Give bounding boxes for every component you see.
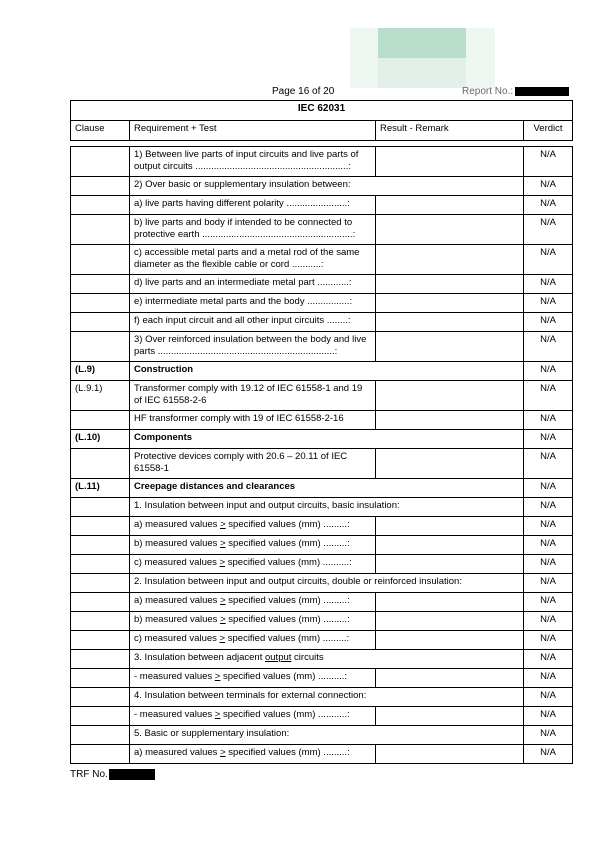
report-number: [462, 86, 569, 97]
clause-cell: [71, 669, 130, 688]
verdict-cell: N/A: [524, 612, 573, 631]
requirement-text: c) measured values: [134, 557, 220, 568]
table-row: [71, 362, 573, 381]
verdict-cell: N/A: [524, 555, 573, 574]
verdict-cell: N/A: [524, 593, 573, 612]
result-cell: [376, 294, 524, 313]
requirement-cell: c) accessible metal parts and a metal rod of the same diameter as the flexible cable or cord ...........:: [130, 245, 376, 275]
requirement-text: specified values (mm) .........:: [225, 519, 350, 530]
clause-cell: [71, 517, 130, 536]
verdict-cell: N/A: [524, 381, 573, 411]
requirement-text: specified values (mm) .........:: [225, 538, 350, 549]
clause-cell: [71, 745, 130, 764]
table-row: [71, 593, 573, 612]
requirement-text: specified values (mm) ..........:: [225, 557, 352, 568]
verdict-cell: N/A: [524, 574, 573, 593]
result-cell: [376, 381, 524, 411]
table-row: [71, 147, 573, 177]
clause-cell: [71, 332, 130, 362]
clause-cell: [71, 555, 130, 574]
verdict-cell: N/A: [524, 449, 573, 479]
table-row: [71, 294, 573, 313]
clause-cell: [71, 650, 130, 669]
result-cell: [376, 196, 524, 215]
column-header-verdict: Verdict: [524, 121, 573, 141]
requirement-underlined: >: [220, 595, 226, 606]
requirement-text: b) measured values: [134, 538, 221, 549]
clause-cell: [71, 498, 130, 517]
clause-cell: [71, 707, 130, 726]
table-row: [71, 726, 573, 745]
clause-cell: (L.10): [71, 430, 130, 449]
requirement-underlined: >: [220, 519, 226, 530]
result-cell: [376, 536, 524, 555]
redacted-trf-number: [109, 769, 155, 780]
clause-cell: [71, 536, 130, 555]
clause-cell: [71, 294, 130, 313]
clause-cell: [71, 196, 130, 215]
table-row: [71, 707, 573, 726]
requirement-text: specified values (mm) ...........:: [220, 709, 350, 720]
result-cell: [376, 215, 524, 245]
table-row: [71, 215, 573, 245]
verdict-cell: N/A: [524, 650, 573, 669]
table-row: [71, 381, 573, 411]
trf-number: [70, 769, 155, 780]
clause-cell: [71, 177, 130, 196]
verdict-cell: N/A: [524, 498, 573, 517]
column-header-result: Result - Remark: [376, 121, 524, 141]
result-cell: [376, 147, 524, 177]
verdict-cell: N/A: [524, 536, 573, 555]
requirement-cell: [130, 536, 376, 555]
result-cell: [376, 669, 524, 688]
requirement-cell: 2) Over basic or supplementary insulation between:: [130, 177, 524, 196]
redacted-report-number: [515, 87, 569, 96]
requirement-underlined: >: [219, 633, 226, 644]
verdict-cell: N/A: [524, 631, 573, 650]
trf-label: TRF No.: [70, 769, 108, 781]
requirement-cell: Construction: [130, 362, 524, 381]
page-number: Page 16 of 20: [272, 86, 335, 97]
column-header-requirement: Requirement + Test: [130, 121, 376, 141]
result-cell: [376, 593, 524, 612]
table-row: [71, 177, 573, 196]
requirement-cell: [130, 631, 376, 650]
table-row: [71, 574, 573, 593]
result-cell: [376, 612, 524, 631]
requirement-cell: d) live parts and an intermediate metal part ............:: [130, 275, 376, 294]
requirement-underlined: output: [264, 652, 292, 663]
verdict-cell: N/A: [524, 362, 573, 381]
requirement-cell: [130, 612, 376, 631]
requirement-cell: 1) Between live parts of input circuits and live parts of output circuits ..........................................................:: [130, 147, 376, 177]
requirement-cell: Creepage distances and clearances: [130, 479, 524, 498]
requirement-text: - measured values: [134, 671, 215, 682]
table-row: [71, 313, 573, 332]
requirement-cell: 5. Basic or supplementary insulation:: [130, 726, 524, 745]
table-row: [71, 555, 573, 574]
requirement-cell: e) intermediate metal parts and the body ................:: [130, 294, 376, 313]
result-cell: [376, 411, 524, 430]
requirement-text: a) measured values: [134, 595, 221, 606]
requirement-cell: [130, 650, 524, 669]
watermark: [350, 28, 495, 88]
clause-cell: (L.9): [71, 362, 130, 381]
result-cell: [376, 631, 524, 650]
requirement-text: - measured values: [134, 709, 215, 720]
requirement-cell: [130, 745, 376, 764]
verdict-cell: N/A: [524, 726, 573, 745]
verdict-cell: N/A: [524, 294, 573, 313]
table-row: [71, 498, 573, 517]
requirement-cell: [130, 517, 376, 536]
clause-cell: (L.11): [71, 479, 130, 498]
requirement-text: specified values (mm) .........:: [225, 595, 350, 606]
requirement-cell: [130, 707, 376, 726]
requirement-cell: Components: [130, 430, 524, 449]
requirement-cell: f) each input circuit and all other input circuits ........:: [130, 313, 376, 332]
requirement-text: b) measured values: [134, 614, 221, 625]
clause-cell: [71, 245, 130, 275]
table-row: [71, 275, 573, 294]
clause-cell: [71, 215, 130, 245]
result-cell: [376, 245, 524, 275]
table-row: [71, 612, 573, 631]
verdict-cell: N/A: [524, 147, 573, 177]
requirement-underlined: >: [220, 538, 226, 549]
requirement-cell: b) live parts and body if intended to be connected to protective earth .........................................................:: [130, 215, 376, 245]
table-row: [71, 332, 573, 362]
table-row: [71, 631, 573, 650]
requirement-text: 3. Insulation between adjacent: [134, 652, 265, 663]
clause-cell: [71, 411, 130, 430]
requirement-underlined: >: [214, 671, 221, 682]
table-row: [71, 245, 573, 275]
requirement-cell: Transformer comply with 19.12 of IEC 61558-1 and 19 of IEC 61558-2-6: [130, 381, 376, 411]
result-cell: [376, 707, 524, 726]
clause-cell: [71, 574, 130, 593]
clause-cell: [71, 688, 130, 707]
table-row: [71, 411, 573, 430]
table-row: [71, 479, 573, 498]
verdict-cell: N/A: [524, 215, 573, 245]
verdict-cell: N/A: [524, 430, 573, 449]
requirement-underlined: >: [214, 709, 221, 720]
table-row: [71, 745, 573, 764]
requirement-underlined: >: [220, 747, 226, 758]
result-cell: [376, 313, 524, 332]
requirement-cell: Protective devices comply with 20.6 – 20.11 of IEC 61558-1: [130, 449, 376, 479]
result-cell: [376, 555, 524, 574]
requirement-text: specified values (mm) ..........:: [220, 671, 348, 682]
result-cell: [376, 449, 524, 479]
report-label: Report No.:: [462, 86, 514, 97]
requirement-cell: [130, 555, 376, 574]
verdict-cell: N/A: [524, 688, 573, 707]
result-cell: [376, 275, 524, 294]
table-row: [71, 669, 573, 688]
clause-cell: [71, 593, 130, 612]
requirement-text: a) measured values: [134, 747, 221, 758]
requirements-table: [70, 146, 573, 764]
requirement-cell: 4. Insulation between terminals for external connection:: [130, 688, 524, 707]
requirement-text: specified values (mm) .........:: [225, 747, 350, 758]
header-table: [70, 100, 573, 141]
verdict-cell: N/A: [524, 669, 573, 688]
requirement-cell: a) live parts having different polarity .......................:: [130, 196, 376, 215]
requirement-text: circuits: [291, 652, 324, 663]
verdict-cell: N/A: [524, 196, 573, 215]
column-header-clause: Clause: [71, 121, 130, 141]
clause-cell: [71, 631, 130, 650]
table-row: [71, 650, 573, 669]
verdict-cell: N/A: [524, 313, 573, 332]
verdict-cell: N/A: [524, 245, 573, 275]
clause-cell: [71, 275, 130, 294]
verdict-cell: N/A: [524, 745, 573, 764]
requirement-cell: 2. Insulation between input and output circuits, double or reinforced insulation:: [130, 574, 524, 593]
result-cell: [376, 332, 524, 362]
clause-cell: [71, 147, 130, 177]
verdict-cell: N/A: [524, 707, 573, 726]
clause-cell: [71, 726, 130, 745]
table-row: [71, 430, 573, 449]
requirement-text: a) measured values: [134, 519, 221, 530]
requirement-cell: [130, 593, 376, 612]
requirement-text: c) measured values: [134, 633, 220, 644]
requirement-underlined: >: [219, 557, 226, 568]
standard-title: IEC 62031: [71, 101, 573, 121]
clause-cell: [71, 313, 130, 332]
table-row: [71, 196, 573, 215]
verdict-cell: N/A: [524, 517, 573, 536]
clause-cell: [71, 612, 130, 631]
table-row: [71, 688, 573, 707]
requirement-text: specified values (mm) .........:: [225, 614, 350, 625]
verdict-cell: N/A: [524, 332, 573, 362]
requirement-cell: [130, 669, 376, 688]
requirement-text: specified values (mm) .........:: [225, 633, 350, 644]
table-row: [71, 449, 573, 479]
verdict-cell: N/A: [524, 479, 573, 498]
verdict-cell: N/A: [524, 177, 573, 196]
clause-cell: [71, 449, 130, 479]
result-cell: [376, 517, 524, 536]
table-row: [71, 536, 573, 555]
clause-cell: (L.9.1): [71, 381, 130, 411]
requirement-cell: 1. Insulation between input and output circuits, basic insulation:: [130, 498, 524, 517]
verdict-cell: N/A: [524, 275, 573, 294]
table-row: [71, 517, 573, 536]
requirement-underlined: >: [220, 614, 226, 625]
verdict-cell: N/A: [524, 411, 573, 430]
requirement-cell: 3) Over reinforced insulation between the body and live parts ...................................................................:: [130, 332, 376, 362]
result-cell: [376, 745, 524, 764]
requirement-cell: HF transformer comply with 19 of IEC 61558-2-16: [130, 411, 376, 430]
